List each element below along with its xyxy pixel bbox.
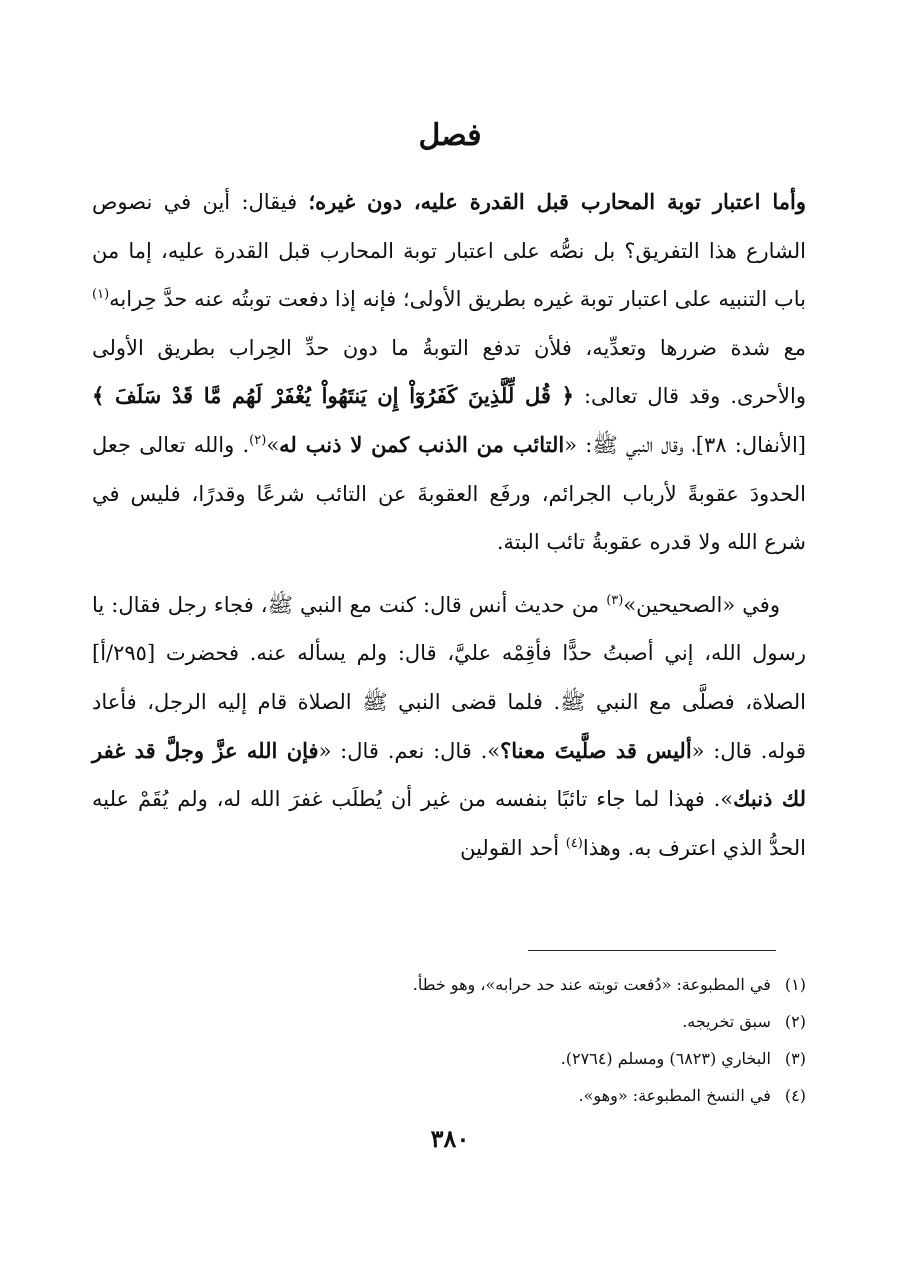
p2-text-e: أحد القولين	[460, 835, 566, 860]
footnote-text: سبق تخريجه.	[682, 1012, 771, 1031]
p1-text-e: . والله تعالى جعل الحدودَ عقوبةً لأرباب الجرائم، ورفَع العقوبةَ عن التائب شرعًا وقدرًا، فليس في شرع الله ولا قدره عقوبةُ تائب البتة.	[92, 432, 806, 555]
hadith-quote: التائب من الذنب كمن لا ذنب له	[279, 431, 565, 457]
footnote-ref-2[interactable]: (٢)	[249, 432, 267, 448]
p1-text-d: »	[266, 432, 280, 457]
footnote-number: (٢)	[784, 1012, 806, 1031]
footnote-divider	[528, 950, 776, 951]
paragraph-2	[92, 581, 806, 873]
footnote-text: في النسخ المطبوعة: «وهو».	[578, 1086, 771, 1105]
p2-text-b: من حديث أنس قال: كنت مع النبي ﷺ، فجاء رجل فقال: يا رسول الله، إني أصبتُ حدًّا فأقِمْه عليَّ، قال: ولم يسأله عنه. فحضرت [٢٩٥/أ] الصلاة، فصلَّى مع النبي ﷺ. فلما قضى النبي ﷺ الصلاة قام إليه الرجل، فأعاد قوله. قال: «	[92, 592, 806, 763]
footnote-number: (١)	[784, 975, 806, 994]
hadith-quote-2: أليس قد صلَّيتَ معنا؟	[500, 737, 692, 763]
footnote-text: في المطبوعة: «دُفعت توبته عند حد حرابه»، وهو خطأ.	[412, 975, 771, 994]
p1-text-c: [الأنفال: ٣٨]، وقال النبي ﷺ: «	[564, 432, 806, 457]
footnote-ref-4[interactable]: (٤)	[565, 835, 583, 851]
footnote-text: البخاري (٦٨٢٣) ومسلم (٢٧٦٤).	[560, 1049, 771, 1068]
p1-text-b: مع شدة ضررها وتعدِّيه، فلأن تدفع التوبةُ ما دون حدِّ الحِراب بطريق الأولى والأحرى. وقد قال تعالى:	[92, 335, 807, 409]
footnote-number: (٣)	[784, 1049, 806, 1068]
footnote-item	[92, 966, 806, 1003]
p1-text-a: فيقال: أين في نصوص الشارع هذا التفريق؟ بل نصُّه على اعتبار توبة المحارب قبل القدرة عليه، إما من باب التنبيه على اعتبار توبة غيره بطريق الأولى؛ فإنه إذا دفعت توبتُه عنه حدَّ حِرابه	[92, 190, 806, 312]
footnote-ref-3[interactable]: (٣)	[606, 592, 624, 608]
paragraph-1	[92, 178, 806, 567]
main-text	[92, 178, 806, 872]
p1-lead: وأما اعتبار توبة المحارب قبل القدرة عليه، دون غيره؛	[308, 189, 806, 214]
footnote-item	[92, 1077, 806, 1114]
p2-text-d: ». فهذا لما جاء تائبًا بنفسه من غير أن يُطلَب غفرَ الله له، ولم يُقَمْ عليه الحدُّ الذي اعترف به. وهذا	[92, 787, 806, 860]
page-number: ٣٨٠	[430, 1124, 470, 1153]
footnote-ref-1[interactable]: (١)	[92, 287, 110, 303]
footnote-number: (٤)	[784, 1086, 806, 1105]
p2-text-c: ». قال: نعم. قال: «	[318, 738, 501, 763]
p2-text-a: وفي «الصحيحين»	[623, 592, 780, 617]
quran-verse: ﴿ قُل لِّلَّذِينَ كَفَرُوٓاْ إِن يَنتَهُواْ يُغْفَرْ لَهُم مَّا قَدْ سَلَفَ ﴾	[92, 383, 574, 409]
footnote-item	[92, 1040, 806, 1077]
footnotes	[92, 966, 806, 1114]
hadith-quote-3: فإن الله عزَّ وجلَّ قد غفر لك ذنبك	[92, 737, 806, 812]
section-heading: فصل	[418, 118, 482, 153]
footnote-item	[92, 1003, 806, 1040]
